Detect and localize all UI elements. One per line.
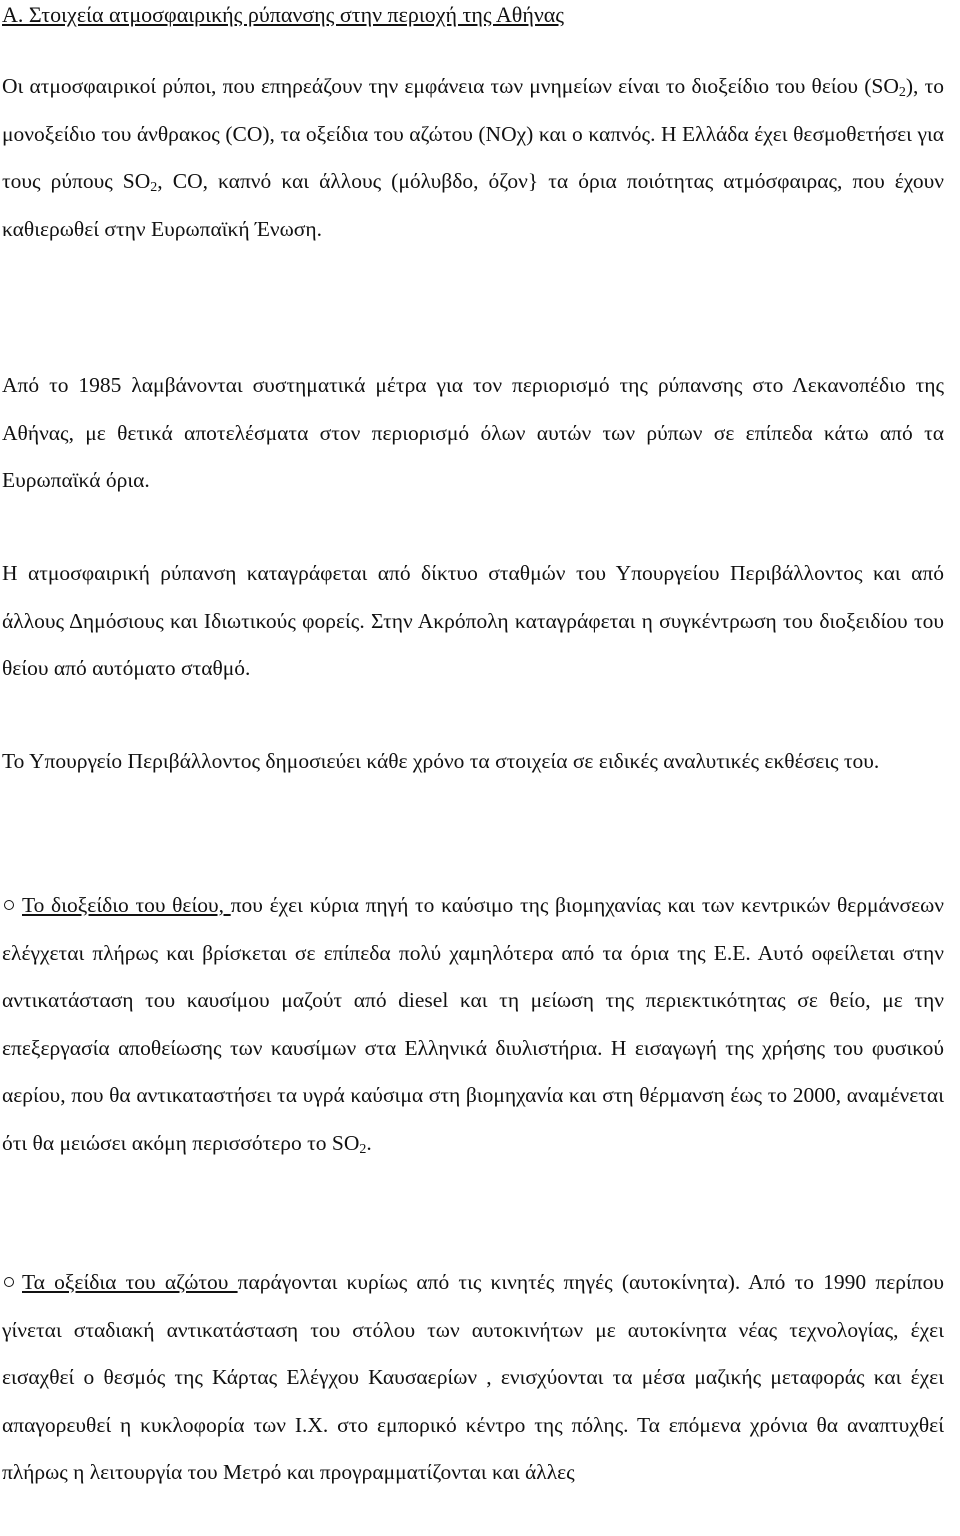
subscript: 2 [359, 1141, 367, 1157]
bullet-lead: Το διοξείδιο του θείου, [22, 893, 231, 917]
subscript: 2 [898, 85, 906, 100]
bullet-end: . [366, 1130, 372, 1155]
paragraph-text: Οι ατμοσφαιρικοί ρύποι, που επηρεάζουν την εμφάνεια των μνημείων είναι το διοξείδιο του θείου (SO [2, 74, 899, 98]
paragraph-pollutants [2, 63, 944, 253]
subscript: 2 [150, 180, 158, 195]
section-heading: Α. Στοιχεία ατμοσφαιρικής ρύπανσης στην περιοχή της Αθήνας [2, 2, 565, 27]
paragraph-reports: Το Υπουργείο Περιβάλλοντος δημοσιεύει κάθε χρόνο τα στοιχεία σε ειδικές αναλυτικές εκθέσεις του. [2, 749, 880, 773]
bullet-icon [4, 1277, 14, 1287]
bullet-nitrogen-oxides [2, 1259, 944, 1497]
bullet-paragraph [2, 882, 944, 1167]
bullet-icon [4, 900, 14, 910]
paragraph-monitoring: Η ατμοσφαιρική ρύπανση καταγράφεται από δίκτυο σταθμών του Υπουργείου Περιβάλλοντος και από άλλους Δημόσιους και Ιδιωτικούς φορείς. Στην Ακρόπολη καταγράφεται η συγκέντρωση του διοξειδίου του θείου από αυτόματο σταθμό. [2, 561, 944, 680]
bullet-sulfur-dioxide [2, 882, 944, 1167]
bullet-paragraph [2, 1259, 944, 1497]
bullet-body: παράγονται κυρίως από τις κινητές πηγές (αυτοκίνητα). Από το 1990 περίπου γίνεται σταδιακή αντικατάσταση του στόλου των αυτοκινήτων με αυτοκίνητα νέας τεχνολογίας, έχει εισαχθεί ο θεσμός της Κάρτας Ελέγχου Καυσαερίων , ενισχύονται τα μέσα μαζικής μεταφοράς και έχει απαγορευθεί η κυκλοφορία των Ι.Χ. στο εμπορικό κέντρο της πόλης. Τα επόμενα χρόνια θα αναπτυχθεί πλήρως η λειτουργία του Μετρό και προγραμματίζονται και άλλες [2, 1270, 945, 1484]
paragraph-text: , CO, καπνό και άλλους (μόλυβδο, όζον} τα όρια ποιότητας ατμόσφαιρας, που έχουν καθιερωθεί στην Ευρωπαϊκή Ένωση. [2, 169, 944, 241]
paragraph-text: ), το μονοξείδιο του άνθρακος (CO), τα οξείδια του αζώτου (NOχ) και ο καπνός. Η Ελλάδα έχει θεσμοθετήσει για τους ρύπους SO [2, 74, 944, 193]
bullet-body: που έχει κύρια πηγή το καύσιμο της βιομηχανίας και των κεντρικών θερμάνσεων ελέγχεται πλήρως και βρίσκεται σε επίπεδα πολύ χαμηλότερα από τα όρια της Ε.Ε. Αυτό οφείλεται στην αντικατάσταση του καυσίμου μαζούτ από diesel και τη μείωση της περιεκτικότητας σε θείο, με την επεξεργασία αποθείωσης των καυσίμων στα Ελληνικά διυλιστήρια. Η εισαγωγή της χρήσης του φυσικού αερίου, που θα αντικαταστήσει τα υγρά καύσιμα στη βιομηχανία και στη θέρμανση έως το 2000, αναμένεται ότι θα μειώσει ακόμη περισσότερο το SO [2, 893, 944, 1155]
bullet-lead: Τα οξείδια του αζώτου [22, 1270, 238, 1294]
paragraph-measures: Από το 1985 λαμβάνονται συστηματικά μέτρα για τον περιορισμό της ρύπανσης στο Λεκανοπέδιο της Αθήνας, με θετικά αποτελέσματα στον περιορισμό όλων αυτών των ρύπων σε επίπεδα κάτω από τα Ευρωπαϊκά όρια. [2, 373, 944, 492]
